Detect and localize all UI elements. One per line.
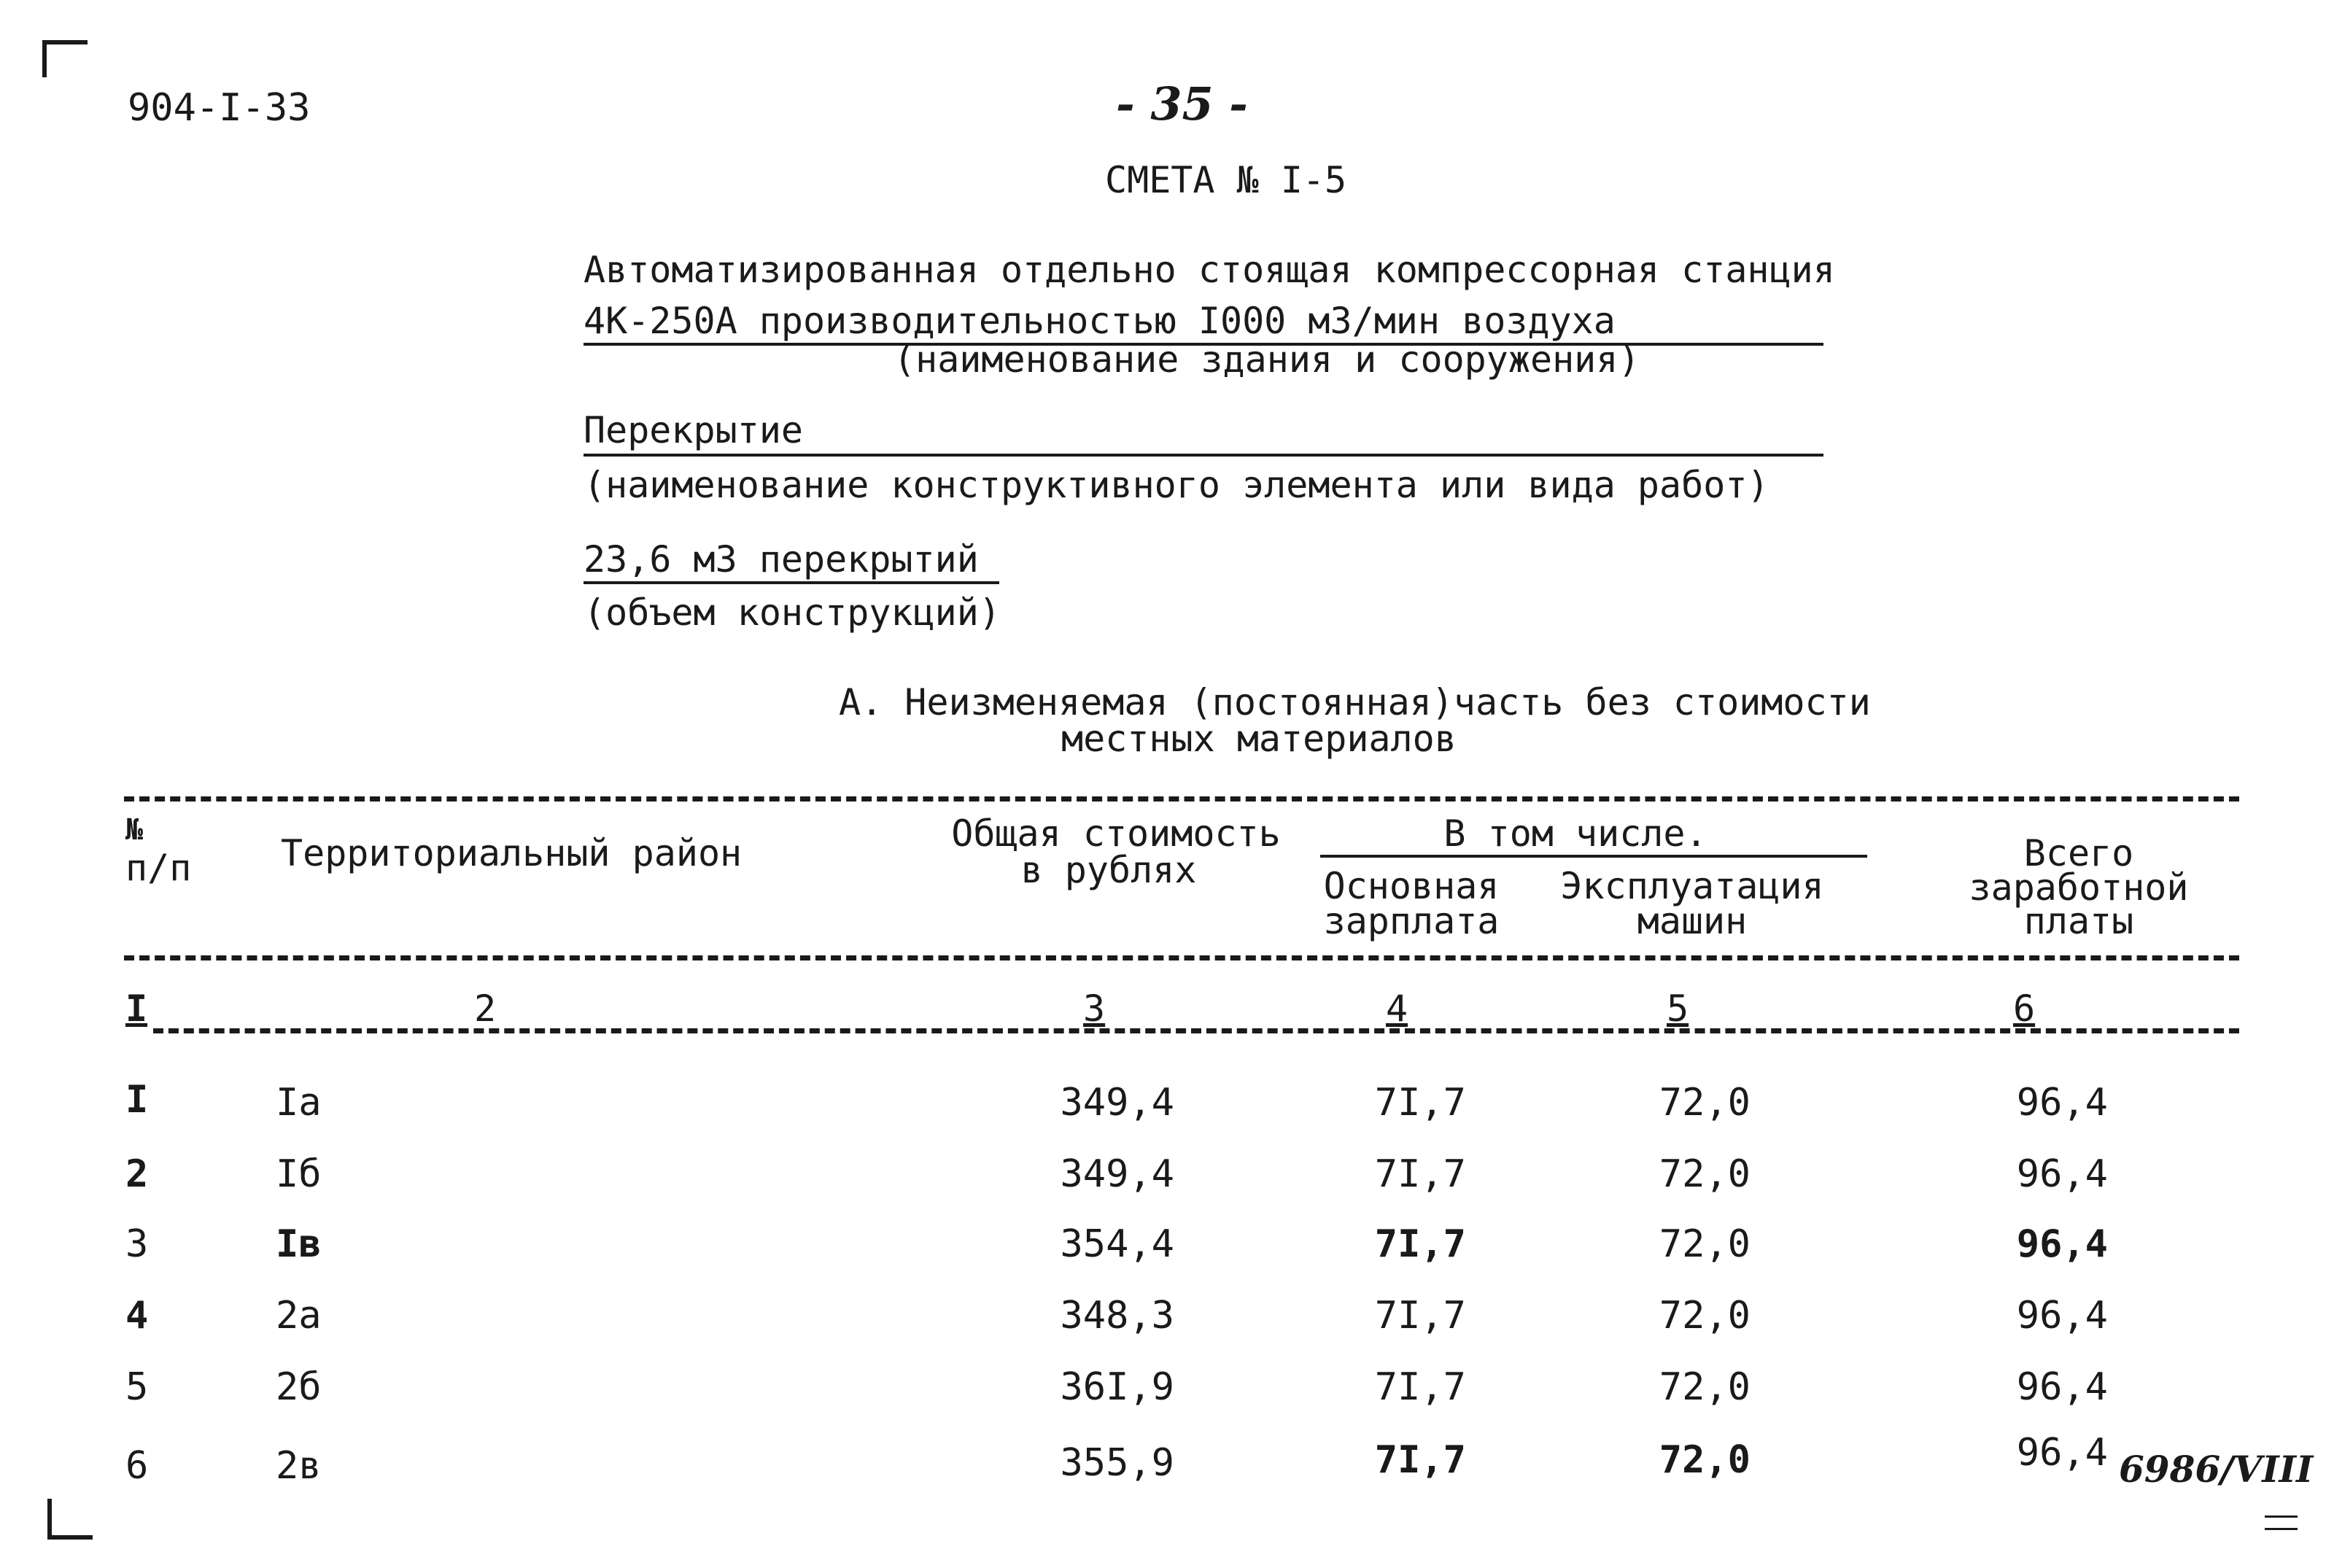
cell-machines: 72,0 bbox=[1659, 1222, 1751, 1266]
volume-caption: (объем конструкций) bbox=[584, 591, 1001, 634]
cell-wage: 7I,7 bbox=[1374, 1294, 1466, 1338]
cell-total: 354,4 bbox=[1060, 1222, 1174, 1266]
object-line-2: 4К-250А производительностью I000 м3/мин воздуха bbox=[584, 300, 1616, 342]
cell-all-wages: 96,4 bbox=[2016, 1081, 2108, 1125]
cell-machines: 72,0 bbox=[1659, 1365, 1751, 1409]
object-line-1: Автоматизированная отдельно стоящая компрессорная станция bbox=[584, 249, 1835, 291]
column-number-1: I bbox=[125, 987, 148, 1030]
header-including-underline bbox=[1320, 855, 1867, 858]
header-including: В том числе. bbox=[1443, 812, 1707, 855]
column-number-6: 6 bbox=[2013, 987, 2036, 1030]
cell-no: I bbox=[125, 1078, 149, 1122]
cell-all-wages: 96,4 bbox=[2016, 1294, 2108, 1338]
table-top-rule bbox=[124, 796, 2239, 802]
header-machines-line-1: Эксплуатация bbox=[1560, 865, 1824, 907]
header-all-line-3: платы bbox=[2023, 900, 2134, 942]
cell-region: Iб bbox=[276, 1152, 322, 1196]
cell-wage: 7I,7 bbox=[1374, 1365, 1466, 1409]
corner-mark-top-left bbox=[42, 40, 88, 77]
column-numbers-rule bbox=[153, 1028, 2239, 1033]
cell-all-wages: 96,4 bbox=[2016, 1365, 2108, 1409]
cell-wage: 7I,7 bbox=[1374, 1081, 1466, 1125]
column-number-5: 5 bbox=[1667, 987, 1689, 1030]
cell-no: 3 bbox=[125, 1222, 149, 1266]
column-number-4: 4 bbox=[1386, 987, 1408, 1030]
cell-machines: 72,0 bbox=[1659, 1152, 1751, 1196]
handwritten-archive-number: 6986/VIII bbox=[2119, 1448, 2314, 1491]
cell-no: 6 bbox=[125, 1444, 149, 1488]
header-all-line-2: заработной bbox=[1969, 866, 2189, 909]
element-underline bbox=[584, 454, 1823, 457]
header-all-line-1: Всего bbox=[2023, 832, 2134, 874]
column-number-3: 3 bbox=[1083, 987, 1106, 1030]
header-wage-line-1: Основная bbox=[1323, 865, 1500, 907]
cell-region: 2а bbox=[276, 1294, 322, 1338]
header-wage-line-2: зарплата bbox=[1323, 900, 1500, 942]
section-title-line-1: А. Неизменяемая (постоянная)часть без стоимости bbox=[839, 681, 1871, 723]
corner-mark-bottom-left bbox=[47, 1499, 93, 1540]
cell-all-wages: 96,4 bbox=[2016, 1222, 2108, 1266]
smeta-title: СМЕТА № I-5 bbox=[1105, 159, 1347, 201]
cell-all-wages: 96,4 bbox=[2016, 1431, 2108, 1475]
cell-region: 2б bbox=[276, 1365, 322, 1409]
cell-no: 4 bbox=[125, 1294, 149, 1338]
cell-region: Iа bbox=[276, 1081, 322, 1125]
section-title-line-2: местных материалов bbox=[1061, 718, 1457, 760]
volume-value: 23,6 м3 перекрытий bbox=[584, 538, 979, 581]
cell-total: 349,4 bbox=[1060, 1081, 1174, 1125]
header-bottom-rule bbox=[124, 955, 2239, 960]
header-total-line-2: в рублях bbox=[1020, 849, 1197, 891]
cell-machines: 72,0 bbox=[1659, 1294, 1751, 1338]
cell-total: 349,4 bbox=[1060, 1152, 1174, 1196]
cell-region: 2в bbox=[276, 1444, 322, 1488]
cell-region: Iв bbox=[276, 1222, 322, 1266]
header-total-line-1: Общая стоимость bbox=[951, 812, 1281, 855]
stamp-underline-2 bbox=[2265, 1528, 2298, 1530]
page-number: - 35 - bbox=[1116, 77, 1248, 131]
cell-total: 355,9 bbox=[1060, 1441, 1174, 1485]
object-caption: (наименование здания и сооружения) bbox=[893, 338, 1640, 381]
header-no-line-1: № bbox=[125, 813, 144, 847]
cell-total: 36I,9 bbox=[1060, 1365, 1174, 1409]
cell-wage: 7I,7 bbox=[1374, 1222, 1466, 1266]
element-caption: (наименование конструктивного элемента или вида работ) bbox=[584, 464, 1769, 506]
cell-no: 2 bbox=[125, 1152, 149, 1196]
volume-underline bbox=[584, 581, 999, 584]
cell-wage: 7I,7 bbox=[1374, 1152, 1466, 1196]
element-name: Перекрытие bbox=[584, 409, 804, 451]
cell-all-wages: 96,4 bbox=[2016, 1152, 2108, 1196]
cell-no: 5 bbox=[125, 1365, 149, 1409]
cell-machines: 72,0 bbox=[1659, 1081, 1751, 1125]
header-machines-line-2: машин bbox=[1637, 900, 1748, 942]
cell-total: 348,3 bbox=[1060, 1294, 1174, 1338]
header-region: Территориальный район bbox=[281, 832, 743, 874]
column-number-2: 2 bbox=[474, 987, 497, 1030]
document-code: 904-I-33 bbox=[128, 86, 311, 130]
stamp-underline bbox=[2265, 1515, 2298, 1518]
header-no-line-2: п/п bbox=[125, 847, 192, 889]
cell-machines: 72,0 bbox=[1659, 1438, 1751, 1482]
cell-wage: 7I,7 bbox=[1374, 1438, 1466, 1482]
